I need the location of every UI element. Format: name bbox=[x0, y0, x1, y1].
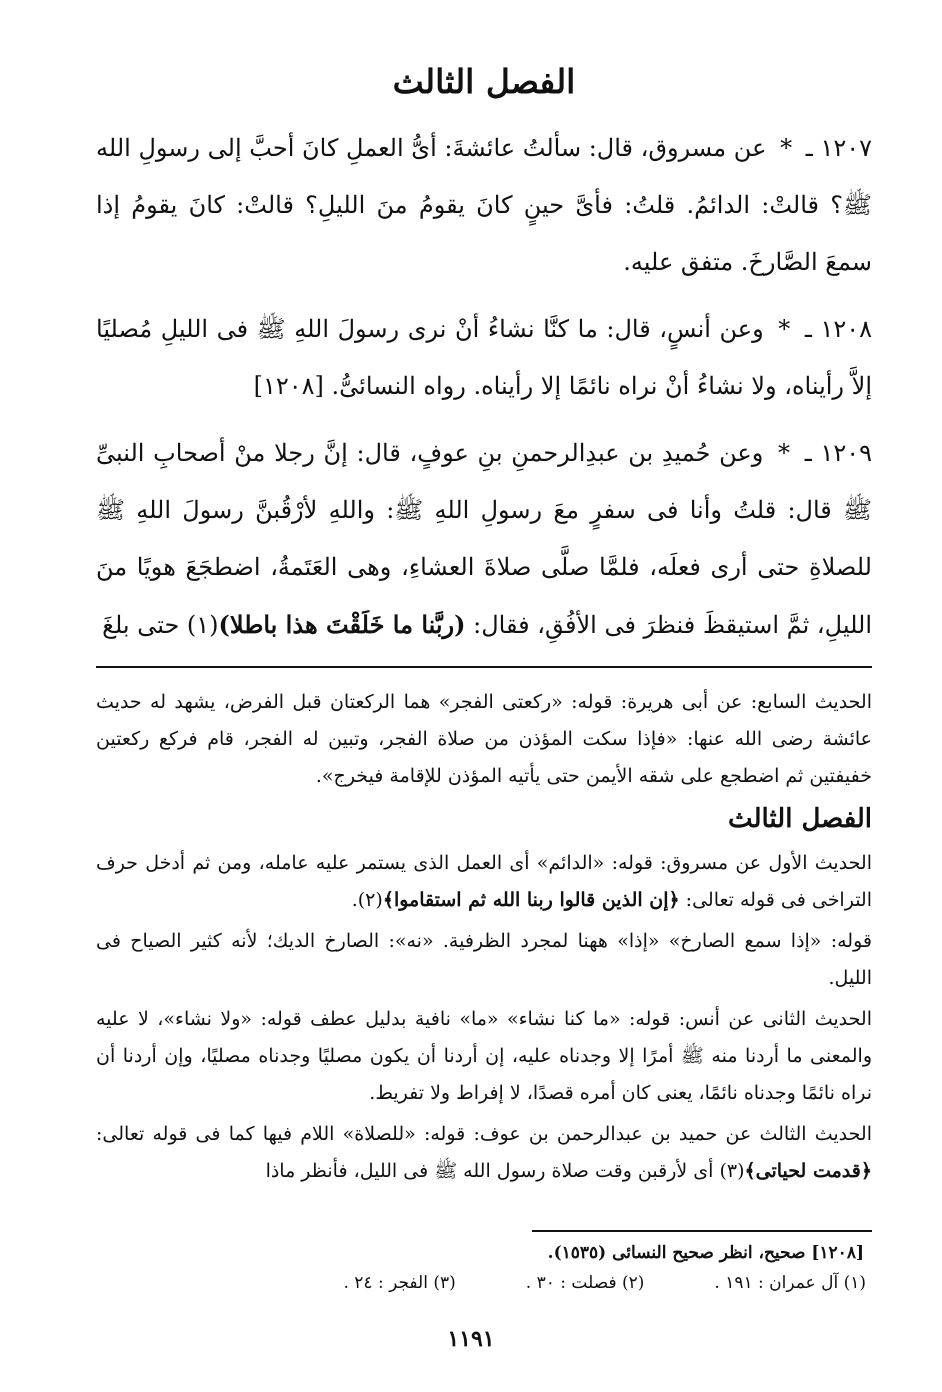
hadith-text-tail: (١) حتى بلغَ bbox=[102, 611, 219, 639]
footnotes bbox=[96, 1238, 872, 1298]
separator-rule bbox=[96, 666, 872, 668]
commentary-intro: الحديث السابع: عن أبى هريرة: قوله: «ركعتى الفجر» هما الركعتان قبل الفرض، يشهد له حديث عائشة رضى الله عنها: «فإذا سكت المؤذن من صلاة الفجر، وتبين له الفجر، قام فركع ركعتين خفيفتين ثم اضطجع على شقه الأيمن حتى يأتيه المؤذن للإقامة فيخرج». bbox=[96, 691, 872, 787]
commentary-text-tail: (٣) أى لأرقبن وقت صلاة رسول الله ﷺ فى الليل، فأنظر ماذا bbox=[265, 1160, 745, 1182]
hadith-text: وعن حُميدِ بن عبدِالرحمنِ بنِ عوفٍ، قال: إنَّ رجلا منْ أصحابِ النبىِّ ﷺ قال: قلتُ وأنا فى سفرٍ معَ رسولِ اللهِ ﷺ: واللهِ لأرْقُبنَّ رسولَ اللهِ ﷺ للصلاةِ حتى أرى فعلَه، فلمَّا صلَّى صلاةَ العشاءِ، وهى العَتَمةُ، اضطجَعَ هويًا منَ الليلِ، ثمَّ استيقظَ فنظرَ فى الأفُقِ، فقال: bbox=[96, 439, 872, 639]
commentary-heading: الفصل الثالث bbox=[728, 804, 872, 834]
hadith-star: * bbox=[778, 315, 791, 343]
page-title: الفصل الثالث bbox=[392, 62, 576, 101]
footnote-ref: (١) آل عمران : ١٩١ . bbox=[714, 1273, 866, 1293]
hadith-number: ١٢٠٩ ـ bbox=[804, 439, 873, 467]
commentary-paragraph-4 bbox=[96, 1116, 872, 1190]
hadith-number: ١٢٠٧ ـ bbox=[805, 134, 872, 162]
footnote-ref: (٣) الفجر : ٢٤ . bbox=[343, 1273, 456, 1293]
footnote-rule bbox=[532, 1230, 872, 1232]
footnote-refs bbox=[96, 1268, 866, 1298]
hadith-1208 bbox=[96, 301, 872, 415]
hadith-text: عن مسروق، قال: سألتُ عائشةَ: أىُّ العملِ كانَ أحبَّ إلى رسولِ الله ﷺ؟ قالتْ: الدائمُ. قلتُ: فأىَّ حينٍ كانَ يقومُ منَ الليلِ؟ قالتْ: كانَ يقومُ إذا سمعَ الصَّارخَ. متفق عليه. bbox=[96, 134, 872, 276]
commentary-paragraph-3: الحديث الثانى عن أنس: قوله: «ما كنا نشاء» «ما» نافية بدليل عطف قوله: «ولا نشاء»، لا عليه والمعنى ما أردنا منه ﷺ أمرًا إلا وجدناه عليه، إن أردنا أن يكون مصليًا وجدناه مصليًا، وإن أردنا أن نراه نائمًا وجدناه نائمًا، يعنى كان أمره قصدًا، لا إفراط ولا تفريط. bbox=[96, 1008, 872, 1104]
hadith-number: ١٢٠٨ ـ bbox=[804, 315, 873, 343]
hadith-1207 bbox=[96, 120, 872, 291]
commentary-text: الحديث الثالث عن حميد بن عبدالرحمن بن عوف: قوله: «للصلاة» اللام فيها كما فى قوله تعالى: bbox=[96, 1123, 872, 1145]
commentary-paragraph-1 bbox=[96, 845, 872, 919]
commentary-text-tail: (٢). bbox=[351, 889, 383, 911]
footnote-ref: (٢) فصلت : ٣٠ . bbox=[525, 1273, 645, 1293]
footnote-source: [١٢٠٨] صحيح، انظر صحيح النسائى (١٥٣٥). bbox=[547, 1243, 864, 1263]
quran-quote: (ربَّنا ما خَلَقْتَ هذا باطلا) bbox=[218, 610, 466, 639]
quran-quote: ﴿إن الذين قالوا ربنا الله ثم استقاموا﴾ bbox=[382, 889, 680, 911]
hadith-text: وعن أنسٍ، قال: ما كنَّا نشاءُ أنْ نرى رسولَ اللهِ ﷺ فى الليلِ مُصليًا إلاَّ رأيناه، ولا نشاءُ أنْ نراه نائمًا إلا رأيناه. رواه النسائىُّ. [١٢٠٨] bbox=[96, 315, 872, 400]
commentary-text: الحديث الأول عن مسروق: قوله: «الدائم» أى العمل الذى يستمر عليه عامله، ومن ثم أدخل حرف التراخى فى قوله تعالى: bbox=[96, 852, 872, 911]
page-number: ١١٩١ bbox=[447, 1326, 495, 1352]
hadith-1209 bbox=[96, 425, 872, 654]
hadith-star: * bbox=[780, 134, 793, 162]
commentary-paragraph-2: قوله: «إذا سمع الصارخ» «إذا» ههنا لمجرد الظرفية. «نه»: الصارخ الديك؛ لأنه كثير الصياح فى الليل. bbox=[96, 930, 872, 989]
quran-quote: ﴿قدمت لحياتى﴾ bbox=[744, 1160, 872, 1182]
hadith-star: * bbox=[778, 439, 791, 467]
